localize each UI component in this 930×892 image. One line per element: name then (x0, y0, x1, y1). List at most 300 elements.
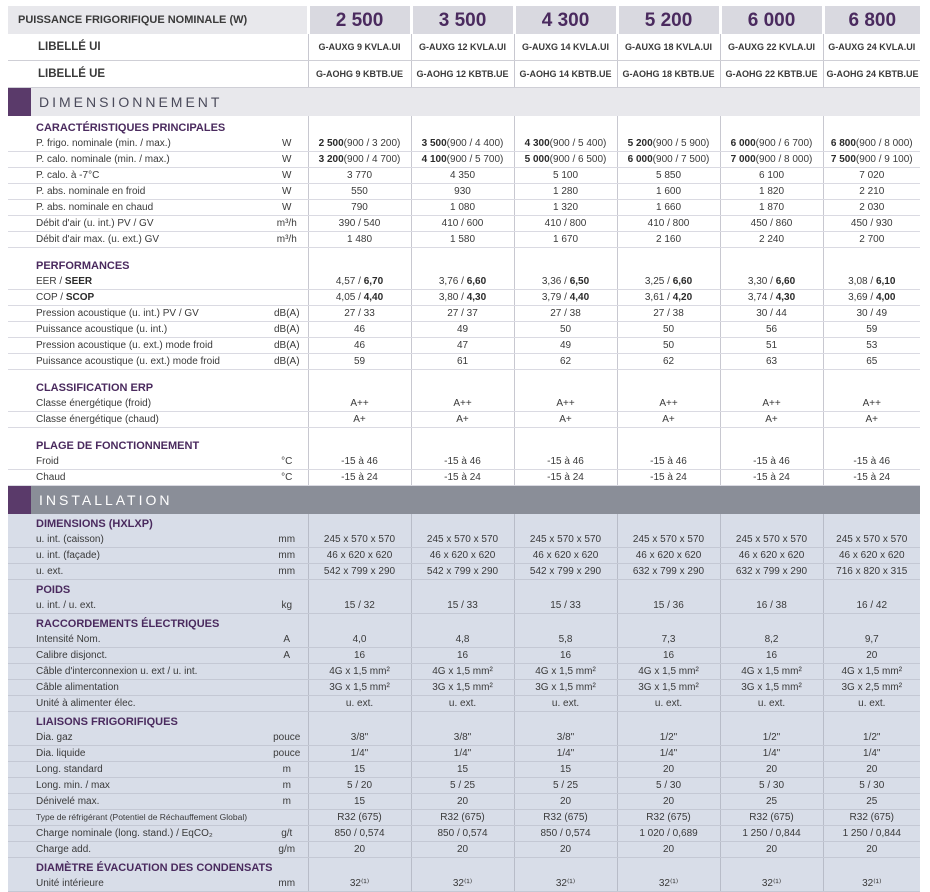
row-value: 2 160 (617, 232, 720, 248)
row-value: 32⁽¹⁾ (514, 876, 617, 892)
row-value (308, 152, 411, 168)
category-spacer (308, 434, 411, 454)
row-value: -15 à 24 (308, 470, 411, 486)
category-spacer (514, 614, 617, 633)
spec-row (8, 794, 920, 810)
row-value: 450 / 860 (720, 216, 823, 232)
ui-model-row (8, 34, 920, 61)
value-b: 6,60 (466, 276, 487, 287)
category-spacer (411, 712, 514, 731)
row-value: u. ext. (308, 696, 411, 712)
row-value: 62 (514, 354, 617, 370)
spec-row (8, 598, 920, 614)
row-value: u. ext. (617, 696, 720, 712)
value-a: 3,25 / (644, 276, 673, 287)
value-main: 5 000 (524, 154, 550, 165)
row-value: 4G x 1,5 mm² (308, 664, 411, 680)
category-spacer (720, 434, 823, 454)
row-value: 5,8 (514, 632, 617, 648)
row-value: 1 020 / 0,689 (617, 826, 720, 842)
row-value: 1/2" (617, 730, 720, 746)
label-part-bold: SCOP (65, 292, 95, 303)
category-spacer (823, 712, 920, 731)
category-spacer (720, 116, 823, 136)
row-value: -15 à 46 (823, 454, 920, 470)
category-row (8, 858, 920, 877)
power-value: 2 500 (308, 6, 411, 34)
row-value: 61 (411, 354, 514, 370)
value-a: 3,61 / (644, 292, 673, 303)
value-main: 4 300 (524, 138, 550, 149)
row-value: 5 / 30 (617, 778, 720, 794)
spec-row (8, 322, 920, 338)
row-value: 59 (823, 322, 920, 338)
value-range: (900 / 5 900) (652, 138, 710, 149)
category-spacer (308, 376, 411, 396)
category-spacer (411, 514, 514, 532)
row-unit: pouce (266, 730, 308, 746)
category-title: DIAMÈTRE ÉVACUATION DES CONDENSATS (8, 858, 308, 877)
row-unit: °C (266, 470, 308, 486)
category-spacer (617, 116, 720, 136)
row-value: 3/8" (514, 730, 617, 746)
row-value (823, 290, 920, 306)
spec-row (8, 454, 920, 470)
row-value: 27 / 37 (411, 306, 514, 322)
row-label: P. calo. nominale (min. / max.) (8, 152, 266, 168)
row-value: 5 / 25 (411, 778, 514, 794)
power-value: 6 800 (823, 6, 920, 34)
row-value (308, 274, 411, 290)
value-main: 3 500 (421, 138, 447, 149)
row-value: 62 (617, 354, 720, 370)
row-value: 4,0 (308, 632, 411, 648)
row-value: 20 (720, 762, 823, 778)
ue-model: G-AOHG 22 KBTB.UE (720, 61, 823, 88)
row-value (617, 290, 720, 306)
row-unit: pouce (266, 746, 308, 762)
spec-row (8, 168, 920, 184)
row-value: 850 / 0,574 (514, 826, 617, 842)
row-label: u. int. (caisson) (8, 532, 266, 548)
spec-row (8, 290, 920, 306)
row-label: Pression acoustique (u. ext.) mode froid (8, 338, 266, 354)
category-row (8, 580, 920, 599)
category-spacer (823, 434, 920, 454)
row-value: 245 x 570 x 570 (823, 532, 920, 548)
row-value: 245 x 570 x 570 (411, 532, 514, 548)
row-label: Charge nominale (long. stand.) / EqCO₂ (8, 826, 266, 842)
row-value: 47 (411, 338, 514, 354)
row-value: 1 600 (617, 184, 720, 200)
row-value: 1 580 (411, 232, 514, 248)
row-value: u. ext. (823, 696, 920, 712)
category-spacer (823, 858, 920, 877)
row-value: 15 (411, 762, 514, 778)
row-value: u. ext. (720, 696, 823, 712)
section-cell (8, 88, 920, 117)
row-unit (266, 290, 308, 306)
row-unit (266, 810, 308, 826)
row-value: 1/4" (308, 746, 411, 762)
row-value: 245 x 570 x 570 (617, 532, 720, 548)
row-value: 410 / 800 (617, 216, 720, 232)
spec-row (8, 826, 920, 842)
spec-row (8, 730, 920, 746)
category-title: POIDS (8, 580, 308, 599)
category-spacer (823, 514, 920, 532)
category-spacer (514, 580, 617, 599)
row-value: 46 (308, 322, 411, 338)
row-value: -15 à 24 (617, 470, 720, 486)
value-range: (900 / 4 700) (343, 154, 401, 165)
row-unit: mm (266, 564, 308, 580)
row-value: -15 à 46 (617, 454, 720, 470)
row-value: 2 030 (823, 200, 920, 216)
row-unit (266, 680, 308, 696)
row-label: Puissance acoustique (u. ext.) mode froid (8, 354, 266, 370)
row-value: 4G x 1,5 mm² (514, 664, 617, 680)
row-label: Unité à alimenter élec. (8, 696, 266, 712)
row-label: u. int. / u. ext. (8, 598, 266, 614)
row-value: u. ext. (514, 696, 617, 712)
row-value: 4G x 1,5 mm² (823, 664, 920, 680)
row-unit: W (266, 200, 308, 216)
row-label: Calibre disjonct. (8, 648, 266, 664)
value-b: 4,20 (672, 292, 693, 303)
value-b: 6,70 (363, 276, 384, 287)
ue-model: G-AOHG 12 KBTB.UE (411, 61, 514, 88)
category-spacer (823, 376, 920, 396)
category-row (8, 514, 920, 532)
label-part: COP / (36, 292, 66, 303)
row-value: 59 (308, 354, 411, 370)
row-value: A+ (411, 412, 514, 428)
value-a: 3,30 / (747, 276, 776, 287)
spec-row (8, 354, 920, 370)
row-value: 7 020 (823, 168, 920, 184)
row-unit: mm (266, 548, 308, 564)
value-main: 6 800 (830, 138, 856, 149)
category-spacer (617, 858, 720, 877)
value-a: 4,05 / (335, 292, 364, 303)
category-spacer (720, 712, 823, 731)
value-main: 7 000 (730, 154, 756, 165)
row-value: 46 (308, 338, 411, 354)
spec-row (8, 152, 920, 168)
row-value (823, 274, 920, 290)
row-label: P. abs. nominale en froid (8, 184, 266, 200)
row-value: 1 870 (720, 200, 823, 216)
row-label (8, 290, 266, 306)
row-unit (266, 696, 308, 712)
row-unit: dB(A) (266, 306, 308, 322)
row-label: Puissance acoustique (u. int.) (8, 322, 266, 338)
row-value: 20 (514, 794, 617, 810)
row-value: 20 (514, 842, 617, 858)
row-unit: m (266, 778, 308, 794)
category-spacer (617, 376, 720, 396)
category-spacer (308, 858, 411, 877)
spec-row (8, 306, 920, 322)
row-value: 1 670 (514, 232, 617, 248)
row-value: 6 100 (720, 168, 823, 184)
value-range: (900 / 3 200) (343, 138, 401, 149)
category-spacer (514, 514, 617, 532)
category-spacer (617, 514, 720, 532)
ui-model: G-AUXG 24 KVLA.UI (823, 34, 920, 61)
category-spacer (411, 116, 514, 136)
row-label (8, 274, 266, 290)
category-spacer (514, 434, 617, 454)
row-value: 16 (308, 648, 411, 664)
section-bar (8, 486, 920, 515)
spec-row (8, 664, 920, 680)
row-value: 1 820 (720, 184, 823, 200)
row-value: 5 / 30 (823, 778, 920, 794)
row-unit (266, 664, 308, 680)
row-value: 15 (514, 762, 617, 778)
spec-row (8, 876, 920, 892)
row-value: 1 320 (514, 200, 617, 216)
row-label: Débit d'air max. (u. ext.) GV (8, 232, 266, 248)
row-unit: °C (266, 454, 308, 470)
value-b: 6,10 (875, 276, 896, 287)
spec-row (8, 412, 920, 428)
row-value: 15 / 36 (617, 598, 720, 614)
row-value: 27 / 38 (617, 306, 720, 322)
category-spacer (308, 116, 411, 136)
row-value: 65 (823, 354, 920, 370)
row-value: 7,3 (617, 632, 720, 648)
row-value: 30 / 44 (720, 306, 823, 322)
row-value: 542 x 799 x 290 (514, 564, 617, 580)
spec-row (8, 810, 920, 826)
row-value: 50 (617, 338, 720, 354)
row-value: 632 x 799 x 290 (720, 564, 823, 580)
row-value: 20 (617, 794, 720, 810)
row-value: A+ (720, 412, 823, 428)
row-value: 50 (617, 322, 720, 338)
row-value: 1/4" (514, 746, 617, 762)
row-value: A+ (514, 412, 617, 428)
category-spacer (617, 254, 720, 274)
spec-row (8, 632, 920, 648)
spec-row (8, 746, 920, 762)
spec-row (8, 548, 920, 564)
row-value: A++ (823, 396, 920, 412)
value-a: 3,80 / (438, 292, 467, 303)
row-value: R32 (675) (411, 810, 514, 826)
category-title: PERFORMANCES (36, 260, 130, 272)
row-value (617, 152, 720, 168)
row-unit: W (266, 136, 308, 152)
header-power-row (8, 6, 920, 34)
row-value: 1/2" (720, 730, 823, 746)
row-value: 30 / 49 (823, 306, 920, 322)
row-unit: m (266, 794, 308, 810)
spec-table (8, 6, 920, 892)
row-value: 16 / 38 (720, 598, 823, 614)
row-value (411, 274, 514, 290)
row-value: 1/4" (617, 746, 720, 762)
value-a: 3,76 / (438, 276, 467, 287)
row-value: R32 (675) (617, 810, 720, 826)
ui-model: G-AUXG 9 KVLA.UI (308, 34, 411, 61)
row-label: Classe énergétique (froid) (8, 396, 266, 412)
row-value: 20 (823, 842, 920, 858)
row-label: Pression acoustique (u. int.) PV / GV (8, 306, 266, 322)
spec-row (8, 842, 920, 858)
value-b: 6,50 (569, 276, 590, 287)
row-label: Unité intérieure (8, 876, 266, 892)
row-value: -15 à 24 (823, 470, 920, 486)
row-value: 32⁽¹⁾ (720, 876, 823, 892)
category-spacer (617, 580, 720, 599)
row-value: 1 480 (308, 232, 411, 248)
row-value (823, 152, 920, 168)
row-value: 16 / 42 (823, 598, 920, 614)
category-title: RACCORDEMENTS ÉLECTRIQUES (8, 614, 308, 633)
row-value: 16 (514, 648, 617, 664)
row-unit (266, 274, 308, 290)
category-title: DIMENSIONS (HXLXP) (8, 514, 308, 532)
section-wrap (8, 88, 920, 116)
row-unit: dB(A) (266, 338, 308, 354)
category-spacer (308, 614, 411, 633)
category-spacer (617, 712, 720, 731)
category-spacer (411, 580, 514, 599)
spec-table-body (8, 6, 920, 892)
section-cell (8, 486, 920, 515)
ue-model: G-AOHG 9 KBTB.UE (308, 61, 411, 88)
row-value: 5 / 30 (720, 778, 823, 794)
category-spacer (720, 858, 823, 877)
ue-model: G-AOHG 14 KBTB.UE (514, 61, 617, 88)
row-unit: g/t (266, 826, 308, 842)
row-value: 245 x 570 x 570 (308, 532, 411, 548)
category-spacer (514, 254, 617, 274)
row-unit: W (266, 184, 308, 200)
ue-label: LIBELLÉ UE (8, 61, 308, 88)
row-value: 3G x 2,5 mm² (823, 680, 920, 696)
category-spacer (823, 614, 920, 633)
value-range: (900 / 8 000) (755, 154, 813, 165)
row-value (720, 136, 823, 152)
row-value (308, 136, 411, 152)
row-label: P. abs. nominale en chaud (8, 200, 266, 216)
power-value: 3 500 (411, 6, 514, 34)
row-value: 542 x 799 x 290 (411, 564, 514, 580)
row-label: Long. standard (8, 762, 266, 778)
spec-row (8, 778, 920, 794)
spec-row (8, 274, 920, 290)
row-value: 9,7 (823, 632, 920, 648)
row-value: 3G x 1,5 mm² (308, 680, 411, 696)
value-b: 6,60 (775, 276, 796, 287)
row-value: 1 280 (514, 184, 617, 200)
category-row (8, 254, 920, 274)
ui-label: LIBELLÉ UI (8, 34, 308, 61)
row-value: 245 x 570 x 570 (514, 532, 617, 548)
row-label: Type de réfrigérant (Potentiel de Réchauffement Global) (8, 810, 266, 826)
value-main: 6 000 (730, 138, 756, 149)
row-unit: dB(A) (266, 354, 308, 370)
label-part: EER / (36, 276, 65, 287)
row-value: 2 210 (823, 184, 920, 200)
row-value: 20 (411, 794, 514, 810)
value-main: 7 500 (830, 154, 856, 165)
row-label: P. frigo. nominale (min. / max.) (8, 136, 266, 152)
row-value: R32 (675) (514, 810, 617, 826)
row-value: 20 (411, 842, 514, 858)
row-value: A++ (617, 396, 720, 412)
row-label: Froid (8, 454, 266, 470)
row-label: Dénivelé max. (8, 794, 266, 810)
category-spacer (514, 116, 617, 136)
category-row (8, 434, 920, 454)
ue-model: G-AOHG 24 KBTB.UE (823, 61, 920, 88)
category-spacer (823, 580, 920, 599)
row-value: 5 / 25 (514, 778, 617, 794)
section-wrap (8, 486, 920, 514)
section-bar (8, 88, 920, 117)
row-value (823, 136, 920, 152)
row-value: 32⁽¹⁾ (617, 876, 720, 892)
row-value: 245 x 570 x 570 (720, 532, 823, 548)
row-label: u. ext. (8, 564, 266, 580)
category-row (8, 712, 920, 731)
row-value: 2 240 (720, 232, 823, 248)
spec-row (8, 184, 920, 200)
section-title: DIMENSIONNEMENT (39, 93, 223, 110)
row-value: 15 / 33 (514, 598, 617, 614)
row-unit: m (266, 762, 308, 778)
row-value: 20 (823, 648, 920, 664)
power-value: 6 000 (720, 6, 823, 34)
row-label: u. int. (façade) (8, 548, 266, 564)
category-spacer (823, 116, 920, 136)
value-a: 3,69 / (848, 292, 876, 303)
spec-row (8, 200, 920, 216)
row-value: 790 (308, 200, 411, 216)
row-value (411, 290, 514, 306)
row-value: 850 / 0,574 (308, 826, 411, 842)
row-value (411, 136, 514, 152)
row-value: 632 x 799 x 290 (617, 564, 720, 580)
row-unit: A (266, 632, 308, 648)
category-spacer (720, 376, 823, 396)
category-spacer (720, 254, 823, 274)
row-value: 1 660 (617, 200, 720, 216)
category-row (8, 614, 920, 633)
row-value: 16 (411, 648, 514, 664)
category-spacer (308, 712, 411, 731)
value-b: 4,40 (363, 292, 384, 303)
spec-row (8, 232, 920, 248)
row-value: 4G x 1,5 mm² (617, 664, 720, 680)
category-spacer (514, 712, 617, 731)
row-value: 16 (617, 648, 720, 664)
row-value: A++ (514, 396, 617, 412)
row-value: 63 (720, 354, 823, 370)
row-value: 27 / 33 (308, 306, 411, 322)
spec-row (8, 338, 920, 354)
row-value (720, 274, 823, 290)
value-range: (900 / 4 400) (446, 138, 504, 149)
ui-model: G-AUXG 14 KVLA.UI (514, 34, 617, 61)
category-row (8, 376, 920, 396)
